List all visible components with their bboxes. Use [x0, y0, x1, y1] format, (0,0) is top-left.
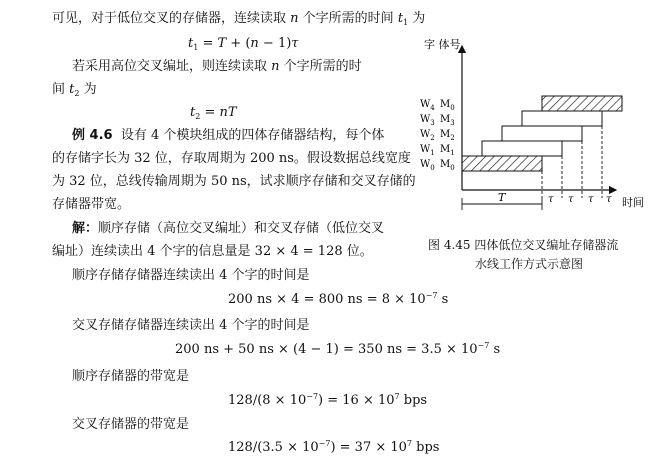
math-sub: 2 [195, 112, 201, 121]
tau-label-3: τ [588, 194, 594, 205]
bar-w4-m0 [542, 96, 622, 111]
int-bw-label: 交叉存储器的带宽是 [72, 417, 190, 432]
equation-t2 [190, 105, 237, 121]
row-labels [420, 99, 455, 172]
period-label: T [498, 191, 506, 204]
math-var: T [217, 36, 227, 51]
solution-label: 解： [72, 221, 99, 236]
math-op: = [198, 36, 218, 51]
text-span: 顺序存储（高位交叉编址）和交叉存储（低位交叉 [98, 221, 385, 236]
tau-label-1: τ [548, 194, 554, 205]
row-label-m3: $M_3$ [440, 114, 455, 127]
math-sup: 7 [406, 439, 413, 448]
math-sup: −7 [318, 439, 331, 448]
example-label: 例 4.6 [72, 128, 113, 143]
math-text: bps [412, 440, 440, 455]
figure-caption-line-2: 水线工作方式示意图 [475, 257, 584, 271]
text-span: 个字所需的时 [283, 59, 362, 74]
math-var: τ [291, 36, 299, 51]
bar-w1-m1 [482, 141, 562, 156]
math-var: t [188, 36, 194, 51]
solution-line-1 [72, 221, 384, 237]
math-text: 200 ns × 4 = 800 ns = 8 × 10 [228, 292, 426, 307]
bar-w3-m3 [522, 111, 602, 126]
text-span: 设有 4 个模块组成的四体存储器结构，每个体 [120, 128, 385, 143]
math-var: t [190, 105, 196, 120]
math-sup: −7 [306, 392, 319, 401]
row-label-w4: $W_4$ [420, 99, 435, 112]
tau-label-4: τ [606, 194, 612, 205]
math-var: t [397, 11, 404, 26]
int-time-label: 交叉存储存储器连续读出 4 个字的时间是 [72, 318, 310, 333]
text-span: 为 [83, 82, 97, 97]
math-text: 128/(8 × 10 [228, 393, 307, 408]
text-line-4 [52, 82, 97, 98]
seq-bw-equation [228, 393, 427, 409]
text-span: 个字所需的时间 [302, 11, 394, 26]
text-span: 间 [52, 82, 66, 97]
row-label-m2: $M_2$ [440, 129, 455, 142]
math-var: nT [219, 105, 237, 120]
math-text: ) = 16 × 10 [318, 393, 395, 408]
seq-time-equation [228, 292, 448, 308]
seq-bw-label: 顺序存储器的带宽是 [72, 369, 190, 384]
text-line-1 [52, 11, 425, 27]
seq-time-label: 顺序存储存储器连续读出 4 个字的时间是 [72, 268, 310, 283]
math-var: n [250, 36, 259, 51]
tau-label-2: τ [568, 194, 574, 205]
row-label-w2: $W_2$ [420, 129, 435, 142]
math-text: s [489, 342, 501, 357]
row-label-w3: $W_3$ [420, 114, 435, 127]
int-time-equation [175, 342, 500, 358]
text-span: 可见，对于低位交叉的存储器，连续读取 [52, 11, 287, 26]
equation-t1 [188, 36, 298, 52]
row-label-m0: $M_0$ [440, 159, 455, 172]
example-line-4: 存储器带宽。 [52, 197, 131, 212]
row-label-w0: $W_0$ [420, 159, 435, 172]
math-sub: 2 [74, 89, 80, 98]
math-text: ) = 37 × 10 [330, 440, 407, 455]
math-sup: −7 [425, 291, 438, 300]
math-sup: −7 [477, 341, 490, 350]
text-line-3 [72, 59, 362, 75]
int-bw-equation [228, 440, 439, 456]
math-text: 128/(3.5 × 10 [228, 440, 319, 455]
math-var: n [290, 11, 299, 26]
math-op: = [200, 105, 220, 120]
math-sub: 1 [403, 18, 409, 27]
solution-line-2: 编址）连续读出 4 个字的信息量是 32 × 4 = 128 位。 [52, 244, 373, 259]
math-sub: 1 [193, 43, 199, 52]
timing-diagram [418, 20, 655, 235]
y-axis-label: 字 体号 [424, 38, 461, 51]
text-span: 为 [412, 11, 426, 26]
math-text: 200 ns + 50 ns × (4 − 1) = 350 ns = 3.5 × 10 [175, 342, 478, 357]
math-op: + ( [226, 36, 251, 51]
bar-w0-m0 [462, 156, 542, 171]
x-axis-label: 时间 [622, 196, 644, 209]
row-label-m4: $M_0$ [440, 99, 455, 112]
example-line-3: 为 32 位，总线传输周期为 50 ns，试求顺序存储和交叉存储的 [52, 174, 416, 189]
math-var: n [271, 59, 280, 74]
row-label-w1: $W_1$ [420, 144, 435, 157]
math-op: − 1) [258, 36, 292, 51]
example-line-2: 的存储字长为 32 位，存取周期为 200 ns。假设数据总线宽度 [52, 151, 411, 166]
math-text: bps [399, 393, 428, 408]
example-line-1 [72, 128, 384, 144]
text-span: 若采用高位交叉编址，则连续读取 [72, 59, 268, 74]
bar-w2-m2 [502, 126, 582, 141]
math-sup: 7 [394, 392, 400, 401]
figure-caption-line-1: 图 4.45 四体低位交叉编址存储器流 [428, 238, 619, 252]
math-var: t [69, 82, 75, 97]
row-label-m1: $M_1$ [440, 144, 455, 157]
math-text: s [437, 292, 449, 307]
